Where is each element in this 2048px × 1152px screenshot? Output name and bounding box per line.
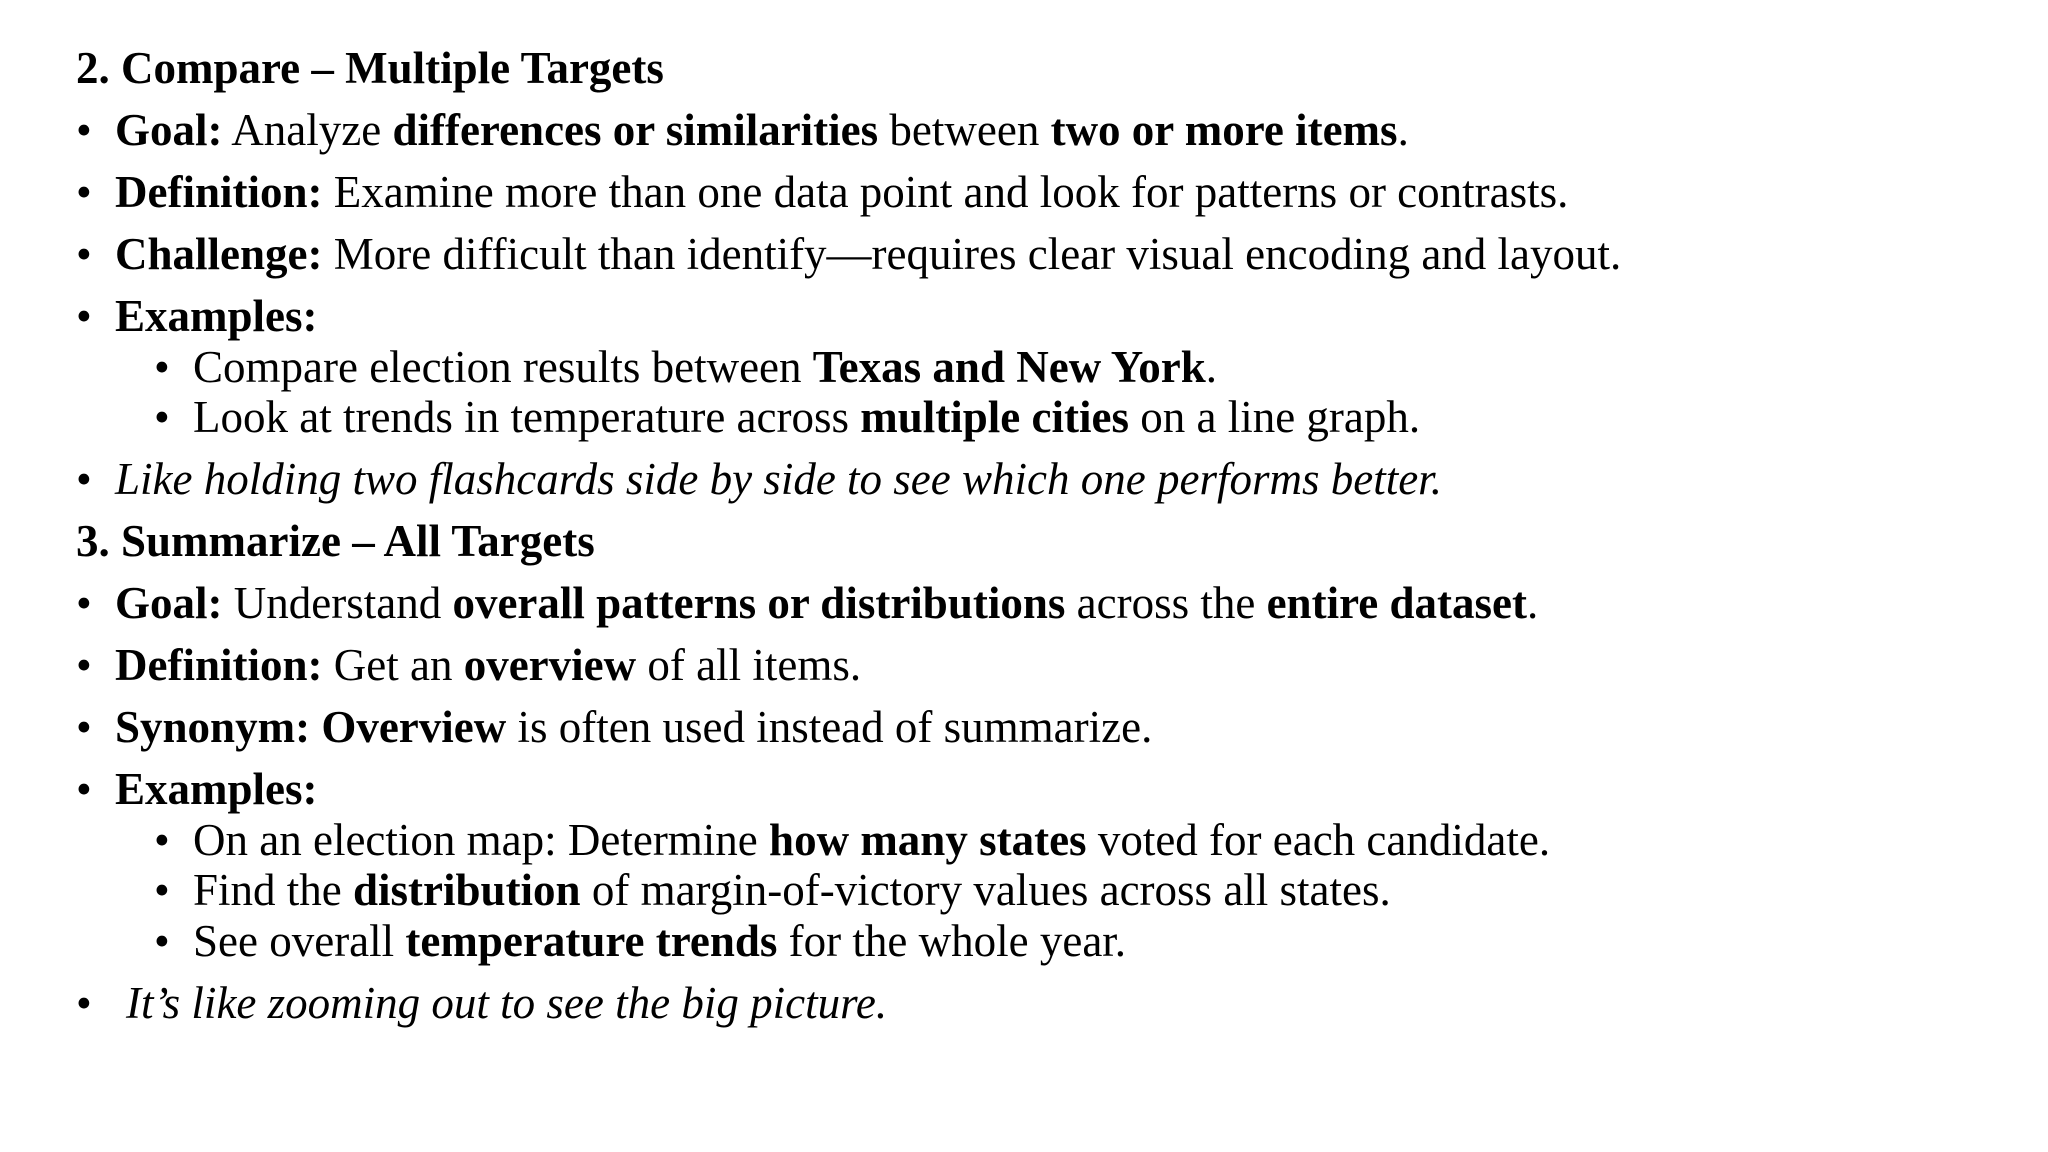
bullet-icon: • [76,229,92,279]
bullet-icon: • [76,167,92,217]
bullet-icon: • [76,978,92,1028]
example-bold: distribution [353,865,581,915]
example-text-1: Compare election results between [193,342,813,392]
example-text-1: Look at trends in temperature across [193,392,861,442]
definition-text-2: of all items. [636,640,862,690]
compare-heading: 2. Compare – Multiple Targets [76,43,664,93]
goal-bold-1: overall patterns or distributions [452,578,1066,628]
definition-text: Examine more than one data point and look for patterns or contrasts. [322,167,1569,217]
example-text-1: See overall [193,916,406,966]
summarize-examples-label [115,764,318,814]
example-text-2: on a line graph. [1128,392,1421,442]
example-text-1: On an election map: Determine [193,815,770,865]
summarize-synonym-text [115,702,1153,752]
bullet-icon: • [76,454,92,504]
summarize-analogy-text: It’s like zooming out to see the big picture. [126,978,888,1028]
summarize-goal-text [115,578,1539,628]
examples-label: Examples: [115,764,318,814]
bullet-icon: • [76,764,92,814]
compare-definition-text [115,167,1569,217]
examples-label: Examples: [115,291,318,341]
example-text [193,342,1218,392]
synonym-text: is often used instead of summarize. [506,702,1153,752]
bullet-icon: • [154,392,170,442]
example-bold: multiple cities [860,392,1129,442]
compare-challenge-text [115,229,1622,279]
bullet-icon: • [76,702,92,752]
bullet-icon: • [76,291,92,341]
definition-label: Definition: [115,640,323,690]
challenge-text: More difficult than identify—requires clear visual encoding and layout. [322,229,1622,279]
example-text [193,392,1421,442]
challenge-label: Challenge: [115,229,323,279]
definition-bold: overview [463,640,637,690]
example-text [193,815,1551,865]
summarize-heading: 3. Summarize – All Targets [76,516,595,566]
definition-label: Definition: [115,167,323,217]
example-text-1: Find the [193,865,354,915]
compare-analogy-text: Like holding two flashcards side by side to see which one performs better. [115,454,1442,504]
example-bold: how many states [769,815,1087,865]
goal-text-1: Analyze [222,105,393,155]
goal-bold-2: two or more items [1050,105,1398,155]
synonym-label: Synonym: [115,702,311,752]
summarize-definition-text [115,640,862,690]
goal-label: Goal: [115,578,223,628]
bullet-icon: • [154,865,170,915]
example-text-2: of margin-of-victory values across all states. [580,865,1391,915]
bullet-icon: • [154,342,170,392]
goal-bold-1: differences or similarities [392,105,879,155]
example-text-2: . [1205,342,1218,392]
bullet-icon: • [154,916,170,966]
goal-text-2: between [878,105,1051,155]
bullet-icon: • [76,105,92,155]
goal-bold-2: entire dataset [1266,578,1527,628]
goal-text-2: across the [1065,578,1267,628]
compare-goal-text [115,105,1409,155]
example-text [193,916,1127,966]
goal-text-1: Understand [222,578,453,628]
goal-text-3: . [1526,578,1539,628]
example-bold: temperature trends [405,916,778,966]
bullet-icon: • [76,578,92,628]
goal-text-3: . [1397,105,1409,155]
example-text [193,865,1391,915]
synonym-bold: Overview [310,702,507,752]
example-bold: Texas and New York [812,342,1206,392]
goal-label: Goal: [115,105,223,155]
example-text-2: for the whole year. [777,916,1127,966]
bullet-icon: • [154,815,170,865]
bullet-icon: • [76,640,92,690]
example-text-2: voted for each candidate. [1086,815,1551,865]
compare-examples-label [115,291,318,341]
definition-text-1: Get an [322,640,464,690]
